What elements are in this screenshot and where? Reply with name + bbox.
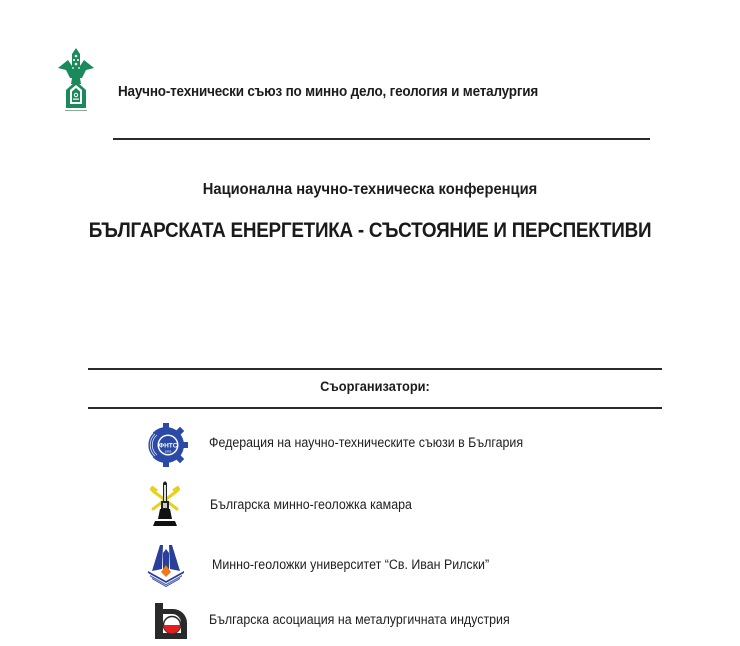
header-divider (113, 138, 650, 140)
co-organizer-name: Федерация на научно-техническите съюзи в България (209, 435, 524, 450)
co-organizers-heading: Съорганизатори: (320, 379, 430, 394)
co-organizer-item (150, 481, 550, 527)
co-organizer-item (143, 423, 643, 467)
mining-chamber-logo-icon (150, 481, 180, 527)
university-logo-icon (148, 543, 184, 587)
co-organizer-name: Минно-геоложки университет “Св. Иван Рилски” (212, 557, 490, 572)
co-organizer-name: Българска асоциация на металургичната индустрия (209, 612, 510, 627)
conference-title: БЪЛГАРСКАТА ЕНЕРГЕТИКА - СЪСТОЯНИЕ И ПЕРСПЕКТИВИ (88, 219, 652, 242)
co-organizer-item (148, 543, 598, 589)
metallurgy-association-logo-icon (155, 603, 189, 639)
mining-union-crest-icon (56, 48, 96, 112)
svg-text:1893: 1893 (164, 449, 172, 454)
co-organizer-item (155, 603, 605, 641)
organization-name: Научно-технически съюз по минно дело, геология и металургия (118, 84, 539, 100)
svg-text:ФНТС: ФНТС (158, 442, 178, 450)
conference-subtitle: Национална научно-техническа конференция (202, 181, 538, 198)
co-organizer-name: Българска минно-геоложка камара (210, 497, 412, 512)
co-organizers-top-divider (88, 368, 662, 370)
fnts-gear-logo-icon (143, 423, 189, 467)
co-organizers-bottom-divider (88, 407, 662, 409)
